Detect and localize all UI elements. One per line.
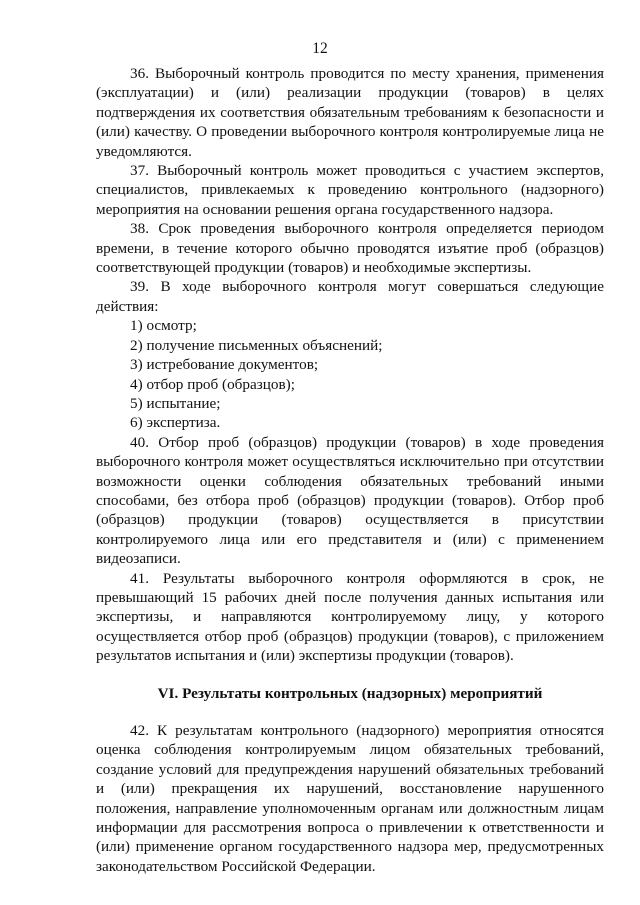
page-number: 12 <box>312 40 328 57</box>
actions-list <box>96 316 604 432</box>
list-item: 2) получение письменных объяснений; <box>130 336 383 354</box>
section-title: VI. Результаты контрольных (надзорных) мероприятий <box>157 684 543 702</box>
paragraph-36: 36. Выборочный контроль проводится по месту хранения, применения (эксплуатации) и (или) реализации продукции (товаров) в целях подтверждения их соответствия обязательным требованиям к безопасности и (или) качеству. О проведении выборочного контроля контролируемые лица не уведомляются. <box>96 65 604 160</box>
paragraph-40: 40. Отбор проб (образцов) продукции (товаров) в ходе проведения выборочного контроля может осуществляться исключительно при отсутствии возможности оценки соблюдения обязательных требований иными способами, без отбора проб (образцов) продукции (товаров). Отбор проб (образцов) продукции (товаров) осуществляется в присутствии контролируемого лица или его представителя и (или) с применением видеозаписи. <box>96 433 604 568</box>
paragraph-41: 41. Результаты выборочного контроля оформляются в срок, не превышающий 15 рабочих дней после получения данных испытания или экспертизы, и направляются контролируемому лицу, у которого осуществляется отбор проб (образцов) продукции (товаров), с приложением результатов испытания и (или) экспертизы продукции (товаров). <box>96 569 604 665</box>
list-item: 6) экспертиза. <box>130 414 221 432</box>
list-item: 3) истребование документов; <box>130 356 319 374</box>
paragraph-38: 38. Срок проведения выборочного контроля определяется периодом времени, в течение которого обычно проводятся изъятие проб (образцов) соответствующей продукции (товаров) и необходимые экспертизы. <box>96 220 604 277</box>
paragraph-37: 37. Выборочный контроль может проводиться с участием экспертов, специалистов, привлекаемых к проведению контрольного (надзорного) мероприятия на основании решения органа государственного надзора. <box>96 162 604 218</box>
paragraph-42: 42. К результатам контрольного (надзорного) мероприятия относятся оценка соблюдения контролируемым лицом обязательных требований, создание условий для предупреждения нарушений обязательных требований и (или) прекращения их нарушений, восстановление нарушенного положения, направление уполномоченным органам или должностным лицам информации для рассмотрения вопроса о привлечении к ответственности и (или) применение органом государственного надзора мер, предусмотренных законодательством Российской Федерации. <box>96 722 604 875</box>
list-item: 4) отбор проб (образцов); <box>130 375 295 393</box>
list-item: 5) испытание; <box>130 394 221 412</box>
document-body <box>96 64 604 876</box>
paragraph-39: 39. В ходе выборочного контроля могут совершаться следующие действия: <box>96 278 604 315</box>
list-item: 1) осмотр; <box>130 317 197 335</box>
